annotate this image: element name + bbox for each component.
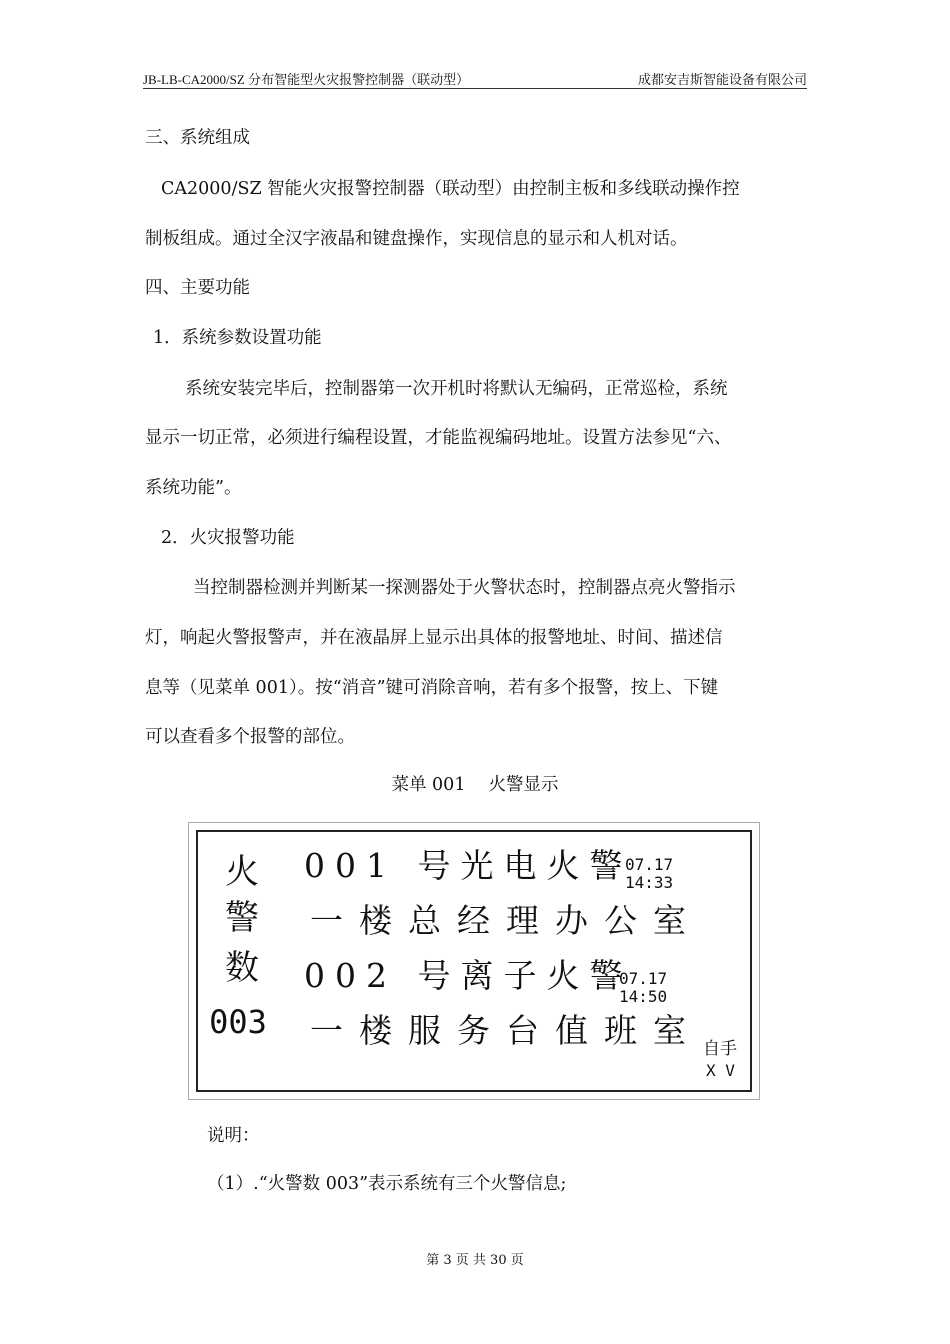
lcd-row-2: 一楼总经理办公室 xyxy=(310,901,702,940)
lcd-row-3-time: 14:50 xyxy=(619,987,668,1006)
lcd-row-3-date: 07.17 xyxy=(619,969,668,988)
item-1-line-1: 系统安装完毕后，控制器第一次开机时将默认无编码，正常巡检，系统 xyxy=(185,379,728,399)
lcd-row-1-date: 07.17 xyxy=(625,855,674,874)
lcd-fire-display xyxy=(188,822,760,1100)
lcd-row-4: 一楼服务台值班室 xyxy=(310,1011,702,1050)
section-3-paragraph-line-1: CA2000/SZ 智能火灾报警控制器（联动型）由控制主板和多线联动操作控 xyxy=(161,179,740,199)
section-3-paragraph-line-2: 制板组成。通过全汉字液晶和键盘操作，实现信息的显示和人机对话。 xyxy=(145,229,688,249)
lcd-side-char-3: 数 xyxy=(225,948,259,988)
item-2-line-1: 当控制器检测并判断某一探测器处于火警状态时，控制器点亮火警指示 xyxy=(193,578,736,598)
section-4-title: 四、主要功能 xyxy=(145,278,250,298)
note-title: 说明： xyxy=(207,1126,260,1146)
item-2-line-2: 灯，响起火警报警声，并在液晶屏上显示出具体的报警地址、时间、描述信 xyxy=(145,628,723,648)
page-footer: 第 3 页 共 30 页 xyxy=(426,1253,524,1268)
lcd-screen xyxy=(196,830,752,1092)
header-doc-title: JB-LB-CA2000/SZ 分布智能型火灾报警控制器（联动型） xyxy=(143,72,470,87)
item-2-line-4: 可以查看多个报警的部位。 xyxy=(145,727,355,747)
lcd-side-char-1: 火 xyxy=(225,852,259,892)
lcd-row-1: 001 号光电火警 xyxy=(304,846,633,885)
menu-caption: 菜单 001 火警显示 xyxy=(391,775,559,795)
section-3-title: 三、系统组成 xyxy=(145,128,250,148)
item-1-line-3: 系统功能”。 xyxy=(145,478,242,498)
header-company: 成都安吉斯智能设备有限公司 xyxy=(637,73,807,88)
item-2-title: 2．火灾报警功能 xyxy=(161,528,295,548)
lcd-mode: 自手 xyxy=(703,1039,737,1059)
item-1-line-2: 显示一切正常，必须进行编程设置，才能监视编码地址。设置方法参见“六、 xyxy=(145,428,732,448)
item-2-line-3: 息等（见菜单 001）。按“消音”键可消除音响，若有多个报警，按上、下键 xyxy=(145,678,719,698)
lcd-fire-count: 003 xyxy=(209,1003,267,1041)
item-1-title: 1．系统参数设置功能 xyxy=(153,328,322,348)
note-item-1: （1）.“火警数 003”表示系统有三个火警信息; xyxy=(207,1174,567,1194)
lcd-side-char-2: 警 xyxy=(225,898,259,938)
lcd-mode-keys: X V xyxy=(706,1061,735,1080)
page-header xyxy=(143,66,807,89)
lcd-row-3: 002 号离子火警 xyxy=(304,956,633,995)
lcd-row-1-time: 14:33 xyxy=(625,873,674,892)
